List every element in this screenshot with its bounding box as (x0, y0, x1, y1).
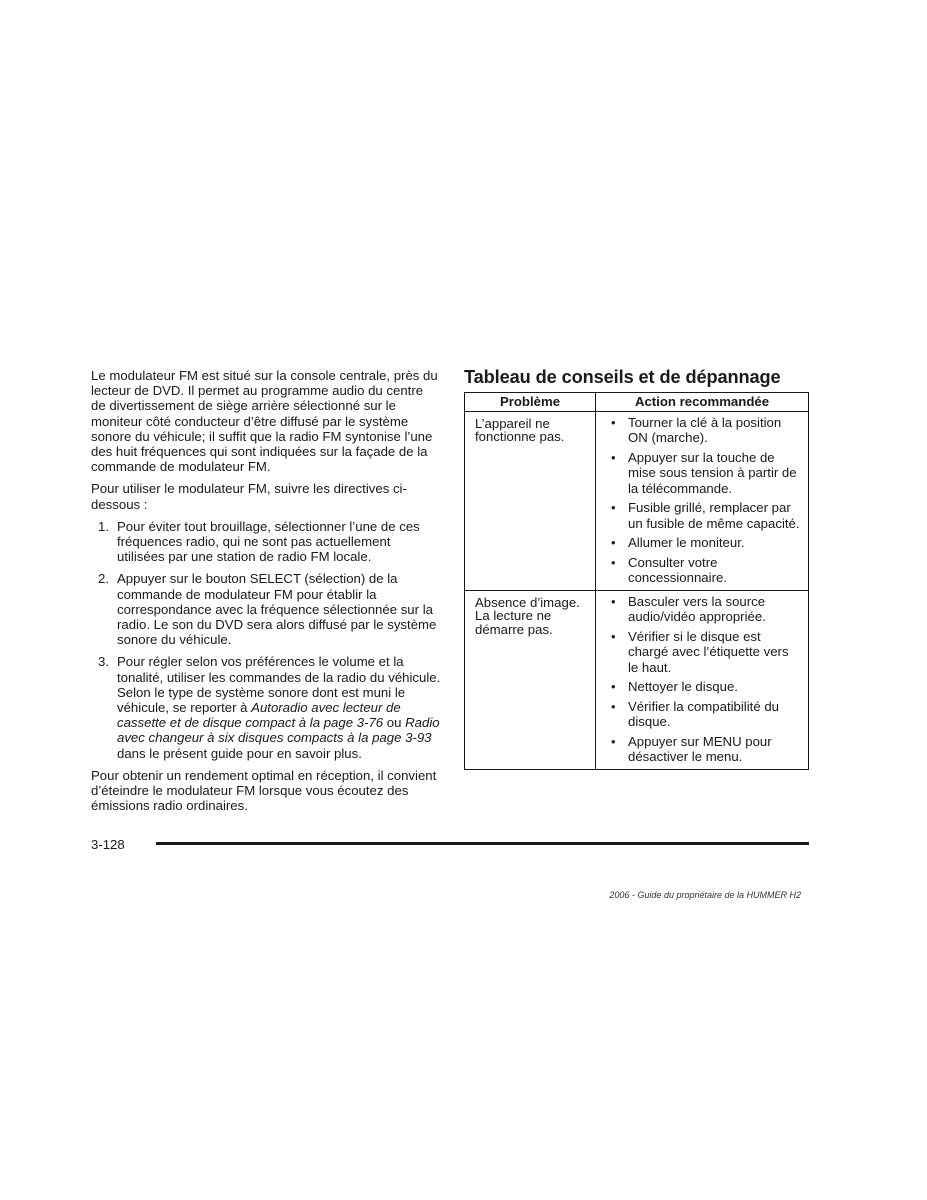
step-item (91, 519, 441, 565)
step-number: 1. (98, 518, 109, 534)
action-text: Vérifier si le disque est chargé avec l’étiquette vers le haut. (628, 628, 789, 675)
bullet-icon: • (611, 414, 616, 430)
step-item (91, 654, 441, 760)
step-text: Appuyer sur le bouton SELECT (sélection) de la commande de modulateur FM pour établir la correspondance avec la fréquence sélectionnée sur la radio. Le son du DVD sera alors diffusé par le système sonore du véhicule. (117, 571, 437, 648)
intro-paragraph: Le modulateur FM est situé sur la console centrale, près du lecteur de DVD. Il permet au programme audio du centre de divertissement de siège arrière sélectionné sur le moniteur côté conducteur d’être diffusé par le système sonore du véhicule; il suffit que la radio FM syntonise l’une des huit fréquences qui sont indiquées sur la façade de la commande de modulateur FM. (91, 368, 438, 475)
cross-reference-link[interactable]: Autoradio avec lecteur de cassette et de disque compact à la page 3-76 (117, 700, 401, 731)
action-text: Appuyer sur la touche de mise sous tension à partir de la télécommande. (628, 449, 797, 496)
action-item (608, 535, 800, 551)
bullet-icon: • (611, 500, 616, 515)
instructions-intro: Pour utiliser le modulateur FM, suivre les directives ci-dessous : (91, 481, 407, 512)
step-text-part: ou (383, 715, 406, 731)
table-row (465, 590, 809, 769)
action-text: Tourner la clé à la position ON (marche). (628, 414, 782, 445)
column-header-action: Action recommandée (596, 393, 809, 412)
footer-note: 2006 - Guide du propriétaire de la HUMMER H2 (609, 890, 801, 900)
step-number: 3. (98, 654, 109, 670)
bullet-icon: • (611, 593, 616, 609)
left-column (91, 368, 441, 820)
action-text: Consulter votre concessionnaire. (628, 554, 727, 585)
steps-list (91, 519, 441, 761)
action-item (608, 415, 800, 446)
action-item (608, 555, 800, 586)
bullet-icon: • (611, 554, 616, 570)
cross-reference-link[interactable]: Radio avec changeur à six disques compacts à la page 3-93 (117, 715, 440, 746)
problem-cell: Absence d’image. La lecture ne démarre pas. (465, 590, 596, 769)
bullet-icon: • (611, 535, 616, 550)
action-item (608, 594, 800, 625)
action-item (608, 629, 800, 676)
action-cell (596, 590, 809, 769)
right-column (464, 366, 809, 770)
section-title: Tableau de conseils et de dépannage (464, 367, 781, 387)
action-text: Appuyer sur MENU pour désactiver le menu. (628, 733, 772, 764)
column-header-problem: Problème (465, 393, 596, 412)
action-text: Fusible grillé, remplacer par un fusible de même capacité. (628, 500, 800, 531)
bullet-icon: • (611, 628, 616, 644)
step-text: Pour éviter tout brouillage, sélectionner l’une de ces fréquences radio, qui ne sont pas actuellement utilisées par une station de radio FM locale. (117, 518, 420, 565)
action-cell (596, 411, 809, 590)
table-row (465, 411, 809, 590)
action-item (608, 450, 800, 497)
action-text: Basculer vers la source audio/vidéo appropriée. (628, 593, 766, 624)
bullet-icon: • (611, 733, 616, 749)
action-item (608, 500, 800, 531)
action-text: Vérifier la compatibilité du disque. (628, 698, 779, 729)
step-item (91, 571, 441, 647)
bullet-icon: • (611, 449, 616, 465)
bullet-icon: • (611, 698, 616, 714)
action-text: Allumer le moniteur. (628, 535, 745, 550)
action-item (608, 679, 800, 695)
step-text-part: dans le présent guide pour en savoir plus. (117, 745, 362, 761)
footer-divider (156, 842, 809, 845)
troubleshooting-table (464, 392, 809, 770)
table-header-row (465, 393, 809, 412)
problem-cell: L’appareil ne fonctionne pas. (465, 411, 596, 590)
step-text (117, 654, 440, 760)
closing-paragraph: Pour obtenir un rendement optimal en réception, il convient d’éteindre le modulateur FM lorsque vous écoutez des émissions radio ordinaires. (91, 767, 437, 814)
action-item (608, 734, 800, 765)
page-number: 3-128 (91, 837, 125, 852)
step-text-part: Pour régler selon vos préférences le volume et la tonalité, utiliser les commandes de la radio du véhicule. Selon le type de système sonore dont est muni le véhicule, se reporter à (117, 654, 441, 716)
action-list (608, 594, 800, 765)
action-item (608, 699, 800, 730)
action-text: Nettoyer le disque. (628, 679, 738, 694)
step-number: 2. (98, 571, 109, 587)
bullet-icon: • (611, 679, 616, 694)
action-list (608, 415, 800, 586)
